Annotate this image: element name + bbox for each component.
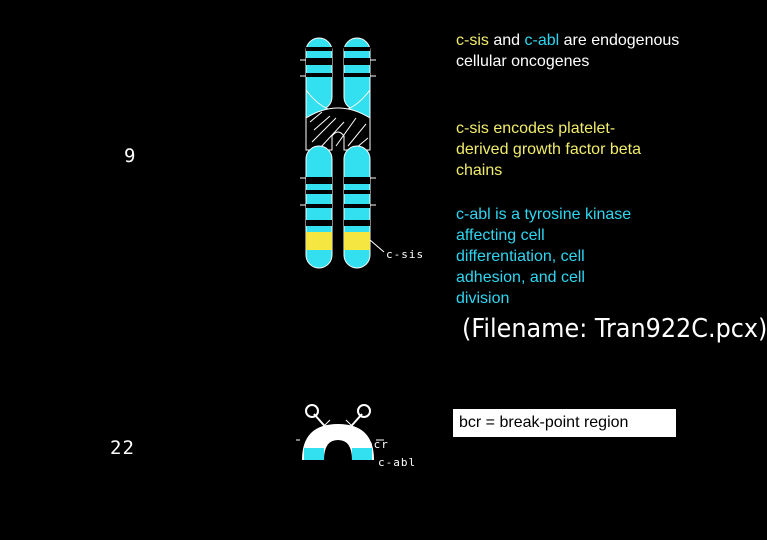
chromosome-22-label: 22 [110, 437, 135, 459]
cabl-gene-label: c-abl [378, 456, 417, 469]
note-oncogenes [456, 30, 706, 72]
bcr-legend-box: bcr = break-point region [453, 409, 676, 437]
chromosome-9 [300, 38, 384, 268]
note-cabl-kinase: c-abl is a tyrosine kinase affecting cell differentiation, cell adhesion, and cell division [456, 206, 632, 307]
note-oncogenes-rest: are endogenous cellular oncogenes [456, 32, 680, 70]
note-csis-encodes: c-sis encodes platelet-derived growth factor beta chains [456, 120, 641, 179]
chromosome-22 [296, 405, 384, 460]
chromosome-9-label: 9 [124, 145, 137, 167]
note-cabl-term: c-abl [524, 32, 560, 49]
note-csis-term: c-sis [456, 32, 489, 49]
note-and: and [488, 32, 525, 49]
csis-gene-label: c-sis [386, 248, 425, 261]
filename-caption: (Filename: Tran922C.pcx) [462, 314, 767, 344]
bcr-gene-label: bcr [366, 438, 389, 451]
